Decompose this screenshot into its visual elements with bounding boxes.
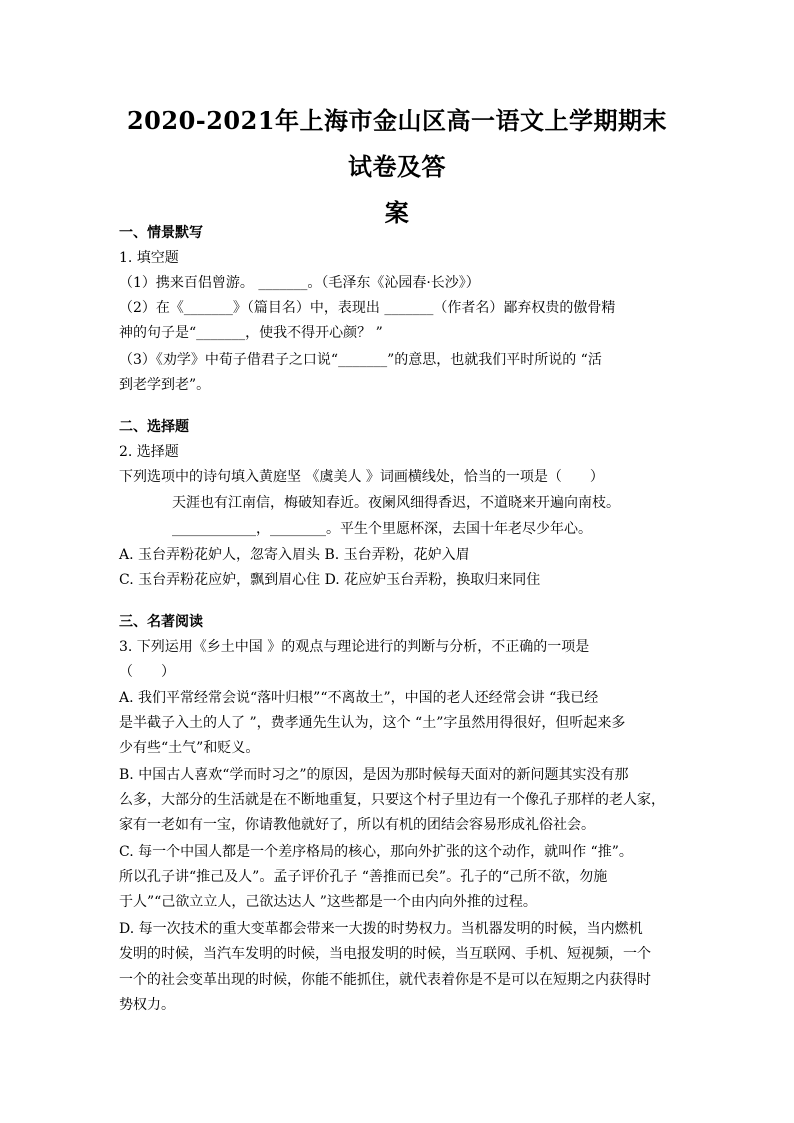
question-1-line: （1）携来百侣曾游。 _______。（毛泽东《沁园春·长沙》） (119, 275, 480, 291)
section-2-heading: 二、选择题 (119, 419, 189, 435)
question-3-option-line: C. 每一个中国人都是一个差序格局的核心，那向外扩张的这个动作，就叫作 “推”。 (119, 844, 633, 860)
question-2-title: 2. 选择题 (119, 444, 179, 460)
question-3-option-line: 家有一老如有一宝，你请教他就好了，所以有机的团结会容易形成礼俗社会。 (119, 817, 595, 833)
question-3-option-line: 发明的时候，当汽车发明的时候，当电报发明的时候，当互联网、手机、短视频，一个 (119, 946, 651, 962)
title-line-1: 2020-2021年上海市金山区高一语文上学期期末试卷及答 (126, 106, 668, 181)
question-3-option-line: 所以孔子讲“推己及人”。孟子评价孔子 “善推而已矣”。孔子的“己所不欲，勿施 (119, 869, 608, 885)
question-2-options: C. 玉台弄粉花应妒，飘到眉心住 D. 花应妒玉台弄粉，换取归来同住 (119, 572, 541, 588)
section-3-heading: 三、名著阅读 (119, 614, 203, 630)
question-1-line: （2）在《_______》（篇目名）中，表现出 _______（作者名）鄙弃权贵的傲骨精 (119, 300, 616, 316)
question-1-line: （3）《劝学》中荀子借君子之口说“_______”的意思，也就我们平时所说的 “活 (119, 352, 602, 368)
question-1-line: 到老学到老”。 (119, 377, 211, 393)
question-3-option-line: A. 我们平常经常会说“落叶归根”“不离故土”，中国的老人还经常会讲 “我已经 (119, 690, 599, 706)
question-3-option-line: 是半截子入土的人了 ”，费孝通先生认为，这个 “土”字虽然用得很好，但听起来多 (119, 715, 626, 731)
question-3-option-line: 于人”“己欲立立人，己欲达达人 ”这些都是一个由内向外推的过程。 (119, 894, 537, 910)
title-line-2: 案 (384, 198, 410, 227)
page-title (120, 98, 674, 236)
question-3-option-line: D. 每一次技术的重大变革都会带来一大拨的时势权力。当机器发明的时候，当内燃机 (119, 921, 643, 937)
question-3-option-line: 少有些“土气”和贬义。 (119, 740, 260, 756)
question-3-option-line: 势权力。 (119, 997, 175, 1013)
question-3-option-line: B. 中国古人喜欢“学而时习之”的原因，是因为那时候每天面对的新问题其实没有那 (119, 767, 629, 783)
section-1-heading: 一、情景默写 (119, 225, 203, 241)
poem-line: 天涯也有江南信，梅破知春近。夜阑风细得香迟，不道晓来开遍向南枝。 (172, 495, 620, 511)
question-3-option-line: 一个的社会变革出现的时候，你能不能抓住，就代表着你是不是可以在短期之内获得时 (119, 972, 651, 988)
question-2-options: A. 玉台弄粉花妒人，忽寄入眉头 B. 玉台弄粉，花妒入眉 (119, 547, 470, 563)
question-2-stem: 下列选项中的诗句填入黄庭坚 《虞美人 》词画横线处，恰当的一项是（ ） (119, 469, 604, 485)
question-3-stem: 3. 下列运用《乡土中国 》的观点与理论进行的判断与分析，不正确的一项是 (119, 639, 590, 655)
question-1-line: 神的句子是“_______，使我不得开心颜？ ” (119, 325, 383, 341)
poem-line: ____________，________。平生个里愿杯深，去国十年老尽少年心。 (172, 521, 592, 537)
question-1-title: 1. 填空题 (119, 250, 179, 266)
question-3-option-line: 么多，大部分的生活就是在不断地重复，只要这个村子里边有一个像孔子那样的老人家， (119, 792, 665, 808)
question-3-stem: （ ） (119, 664, 175, 680)
